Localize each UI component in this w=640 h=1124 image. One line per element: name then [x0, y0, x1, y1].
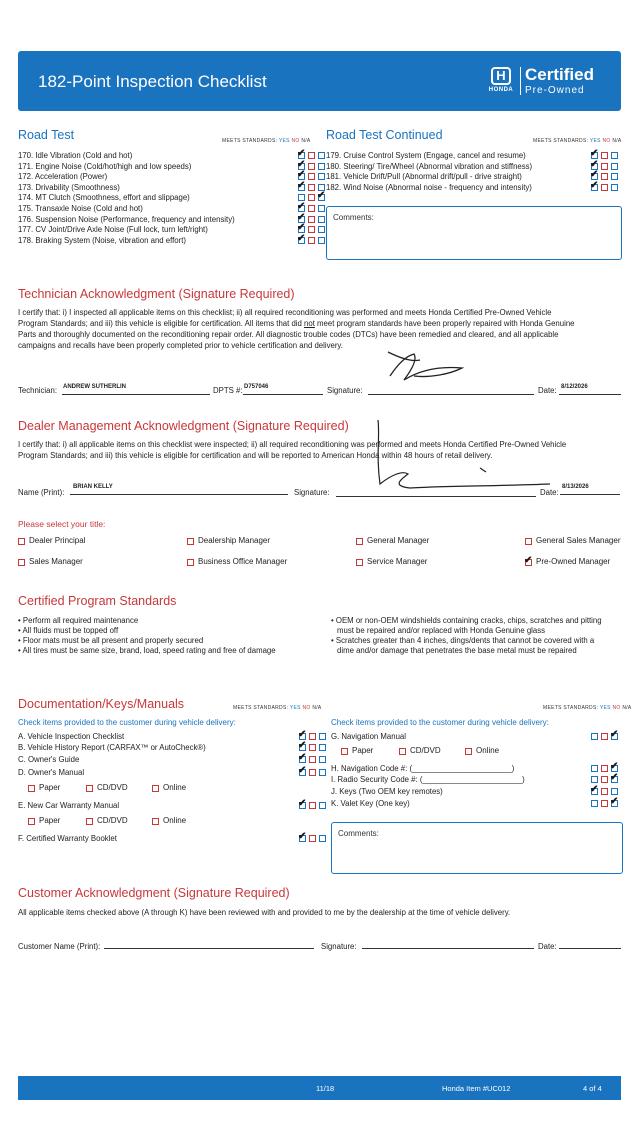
docs-item	[18, 831, 320, 844]
road-test-item-label: 171. Engine Noise (Cold/hot/high and low speeds)	[18, 161, 192, 171]
title-option-label: Sales Manager	[29, 557, 83, 566]
checkbox-na[interactable]	[318, 173, 325, 180]
checkbox-no[interactable]	[308, 194, 315, 201]
checkbox-no[interactable]	[309, 756, 316, 763]
checkbox-no[interactable]	[308, 216, 315, 223]
checkbox-no[interactable]	[601, 733, 608, 740]
media-checkbox[interactable]	[28, 785, 35, 792]
dealer-date-field[interactable]: 8/13/2026	[560, 484, 620, 495]
docs-item-label: D. Owner's Manual	[18, 768, 85, 777]
checkbox-no[interactable]	[308, 152, 315, 159]
checkbox-no[interactable]	[308, 226, 315, 233]
checkbox-na[interactable]	[318, 216, 325, 223]
road-test-item	[18, 158, 320, 172]
checkbox-yes[interactable]	[591, 733, 598, 740]
checkmark-icon: ✔	[610, 796, 619, 807]
media-checkbox[interactable]	[399, 748, 406, 755]
checkmark-icon: ✔	[298, 798, 307, 809]
media-checkbox[interactable]	[152, 818, 159, 825]
docs-item	[18, 765, 320, 778]
checkbox-na[interactable]	[611, 152, 618, 159]
road-test-continued-item	[326, 169, 620, 182]
docs-item	[18, 740, 320, 753]
title-checkbox[interactable]	[187, 559, 194, 566]
media-label: CD/DVD	[97, 783, 128, 792]
title-option-label: Business Office Manager	[198, 557, 288, 566]
road-test-item	[18, 179, 320, 193]
road-test-item	[18, 222, 320, 235]
checkbox-no[interactable]	[309, 835, 316, 842]
checkmark-icon: ✔	[298, 740, 307, 751]
road-test-item-label: 178. Braking System (Noise, vibration and effort)	[18, 235, 187, 245]
select-title-label: Please select your title:	[18, 519, 106, 529]
road-test-item-label: 176. Suspension Noise (Performance, frequency and intensity)	[18, 214, 235, 224]
program-standards-title: Certified Program Standards	[18, 594, 177, 608]
media-checkbox[interactable]	[28, 818, 35, 825]
technician-field[interactable]: ANDREW SUTHERLIN	[62, 384, 210, 395]
road-test-item-label: 175. Transaxle Noise (Cold and hot)	[18, 204, 143, 213]
docs-right-item-label: I. Radio Security Code #: (_______________________)	[331, 775, 525, 784]
page-footer	[18, 1076, 621, 1100]
checkmark-icon: ✔	[317, 190, 326, 202]
checkbox-na[interactable]	[319, 744, 326, 751]
media-label: Online	[163, 783, 187, 792]
dealer-date-label: Date:	[540, 488, 559, 497]
checkbox-na[interactable]	[319, 835, 326, 842]
docs-right-item-label: H. Navigation Code #: (_______________________)	[331, 764, 515, 773]
meets-standards-header-right: MEETS STANDARDS: YES NO N/A	[533, 138, 622, 144]
checkmark-icon: ✔	[297, 158, 306, 170]
honda-certified-logo: H HONDA Certified Pre-Owned	[488, 65, 594, 96]
title-option-label: Pre-Owned Manager	[536, 557, 611, 566]
road-test-item-label: 170. Idle Vibration (Cold and hot)	[18, 151, 133, 160]
checkbox-na[interactable]	[319, 802, 326, 809]
road-test-item	[18, 232, 320, 246]
dealer-signature-label: Signature:	[294, 488, 330, 497]
road-test-item-label: 173. Drivability (Smoothness)	[18, 182, 120, 192]
road-test-item	[18, 211, 320, 225]
footer-item-number: Honda Item #UC012	[442, 1084, 511, 1093]
checkbox-no[interactable]	[601, 776, 608, 783]
title-option-label: Dealer Principal	[29, 536, 86, 545]
meets-standards-header: MEETS STANDARDS: YES NO N/A	[222, 138, 311, 144]
road-test-continued-item-label: 179. Cruise Control System (Engage, cancel and resume)	[326, 151, 526, 160]
media-label: Online	[476, 746, 500, 755]
title-checkbox[interactable]	[18, 538, 25, 545]
checkmark-icon: ✔	[524, 555, 533, 566]
docs-right-item-label: J. Keys (Two OEM key remotes)	[331, 787, 443, 796]
docs-right-item	[331, 784, 621, 797]
media-label: CD/DVD	[97, 816, 128, 825]
checkmark-icon: ✔	[297, 148, 306, 159]
technician-signature-label: Signature:	[327, 386, 363, 395]
checkmark-icon: ✔	[610, 761, 619, 772]
checkbox-na[interactable]	[611, 788, 618, 795]
media-checkbox[interactable]	[86, 818, 93, 825]
checkbox-na[interactable]	[611, 163, 618, 170]
checkmark-icon: ✔	[610, 729, 619, 740]
checkbox-na[interactable]	[318, 205, 325, 212]
technician-date-field[interactable]: 8/12/2026	[559, 384, 621, 395]
road-test-item-label: 174. MT Clutch (Smoothness, effort and slippage)	[18, 193, 190, 203]
checkmark-icon: ✔	[590, 179, 599, 191]
technician-label: Technician:	[18, 386, 58, 395]
technician-ack-title: Technician Acknowledgment (Signature Required)	[18, 287, 295, 301]
checkmark-icon: ✔	[298, 752, 307, 763]
media-checkbox[interactable]	[152, 785, 159, 792]
checkbox-no[interactable]	[309, 733, 316, 740]
media-label: Online	[163, 816, 187, 825]
program-standards-right: • OEM or non-OEM windshields containing cracks, chips, scratches and pitting must be repaired and/or replaced with Honda Genuine glass • Scratches greater than 4 inches, dings/dents that cannot be covered with a dime and/or damage that penetrates the base metal must be repaired	[331, 616, 602, 655]
checkmark-icon: ✔	[297, 211, 306, 223]
docs-item-label: A. Vehicle Inspection Checklist	[18, 732, 125, 741]
customer-ack-text: All applicable items checked above (A through K) have been reviewed with and provided to me by the dealership at the time of vehicle delivery.	[18, 908, 511, 917]
media-checkbox[interactable]	[465, 748, 472, 755]
checkbox-no[interactable]	[309, 744, 316, 751]
dealer-name-field[interactable]: BRIAN KELLY	[70, 484, 288, 495]
docs-item-label: B. Vehicle History Report (CARFAX™ or AutoCheck®)	[18, 743, 206, 752]
title-option-label: General Sales Manager	[536, 536, 621, 545]
checkmark-icon: ✔	[297, 222, 306, 234]
dpts-field[interactable]: D757046	[243, 384, 323, 395]
docs-meets-header-right: MEETS STANDARDS: YES NO N/A	[543, 705, 632, 711]
checkmark-icon: ✔	[590, 784, 599, 795]
customer-date-field[interactable]	[559, 938, 621, 949]
customer-signature-label: Signature:	[321, 942, 357, 951]
road-test-item	[18, 169, 320, 182]
footer-page-number: 4 of 4	[583, 1084, 602, 1093]
checkbox-na[interactable]	[611, 184, 618, 191]
docs-check-note: Check items provided to the customer during vehicle delivery:	[18, 718, 236, 727]
checkbox-no[interactable]	[309, 802, 316, 809]
customer-date-label: Date:	[538, 942, 557, 951]
program-standards-left: • Perform all required maintenance • All fluids must be topped off • Floor mats must be all present and properly secured • All tires must be same size, brand, load, speed rating and free of damage	[18, 616, 276, 655]
road-test-item	[18, 190, 326, 203]
road-test-continued-title: Road Test Continued	[326, 128, 443, 142]
title-checkbox[interactable]	[356, 559, 363, 566]
checkmark-icon: ✔	[590, 148, 599, 159]
checkbox-na[interactable]	[319, 756, 326, 763]
docs-right-item-label: G. Navigation Manual	[331, 732, 406, 741]
checkmark-icon: ✔	[298, 765, 307, 776]
checkbox-na[interactable]	[319, 769, 326, 776]
docs-right-item	[331, 796, 621, 809]
checkbox-na[interactable]	[611, 173, 618, 180]
checkmark-icon: ✔	[590, 169, 599, 181]
road-test-continued-item	[326, 158, 620, 172]
checkmark-icon: ✔	[297, 201, 306, 212]
checkbox-no[interactable]	[601, 765, 608, 772]
docs-right-item-label: K. Valet Key (One key)	[331, 799, 410, 808]
checkmark-icon: ✔	[298, 831, 307, 842]
docs-right-item	[331, 761, 621, 774]
technician-ack-text: I certify that: i) I inspected all applicable items on this checklist; ii) all required reconditioning was performed and meets Honda Certified Pre-Owned Vehicle Program Standards; and iii) this vehicle is eligible for certification. All items that did not meet program standards have been properly repaired with Honda Genuine Parts and thoroughly documented on the reconditioning repair order. All diagnostic trouble codes (DTCs) have been remedied and cleared, and all applicable campaigns and recalls have been properly completed prior to vehicle certification and delivery.	[18, 308, 575, 350]
road-test-continued-item-label: 180. Steering/ Tire/Wheel (Abnormal vibration and stiffness)	[326, 161, 533, 171]
checkmark-icon: ✔	[610, 772, 619, 783]
customer-signature-field[interactable]	[362, 938, 534, 949]
media-label: Paper	[352, 746, 374, 755]
checkbox-yes[interactable]	[591, 800, 598, 807]
technician-signature	[370, 346, 480, 396]
checkbox-no[interactable]	[308, 184, 315, 191]
checkbox-na[interactable]	[318, 163, 325, 170]
road-test-comments-box[interactable]	[326, 206, 622, 260]
docs-right-item	[331, 729, 621, 742]
checkbox-yes[interactable]	[591, 776, 598, 783]
checkbox-no[interactable]	[601, 788, 608, 795]
road-test-title: Road Test	[18, 128, 75, 142]
road-test-continued-item-label: 182. Wind Noise (Abnormal noise - frequency and intensity)	[326, 182, 532, 192]
media-label: Paper	[39, 816, 61, 825]
checkmark-icon: ✔	[298, 729, 307, 740]
title-option-label: General Manager	[367, 536, 430, 545]
page-header	[18, 51, 621, 111]
docs-item	[18, 798, 320, 811]
checkbox-na[interactable]	[318, 152, 325, 159]
road-test-continued-item-label: 181. Vehicle Drift/Pull (Abnormal drift/pull - drive straight)	[326, 172, 522, 182]
checkbox-na[interactable]	[318, 237, 325, 244]
checkbox-yes[interactable]	[591, 765, 598, 772]
title-checkbox[interactable]	[18, 559, 25, 566]
title-checkbox[interactable]	[525, 538, 532, 545]
docs-comments-box[interactable]	[331, 822, 623, 874]
title-option-label: Dealership Manager	[198, 536, 271, 545]
docs-comments-label: Comments:	[338, 829, 379, 838]
title-checkbox[interactable]	[187, 538, 194, 545]
media-label: Paper	[39, 783, 61, 792]
dpts-label: DPTS #:	[213, 386, 243, 395]
docs-item-label: C. Owner's Guide	[18, 755, 80, 764]
docs-meets-header: MEETS STANDARDS: YES NO N/A	[233, 705, 322, 711]
customer-name-label: Customer Name (Print):	[18, 942, 101, 951]
media-checkbox[interactable]	[86, 785, 93, 792]
road-test-item	[18, 201, 320, 214]
comments-label: Comments:	[333, 213, 374, 222]
documentation-title: Documentation/Keys/Manuals	[18, 697, 185, 711]
checkmark-icon: ✔	[297, 169, 306, 181]
checkbox-na[interactable]	[318, 226, 325, 233]
docs-check-note-right: Check items provided to the customer during vehicle delivery:	[331, 718, 549, 727]
checkbox-no[interactable]	[601, 163, 608, 170]
checkbox-no[interactable]	[601, 152, 608, 159]
docs-right-item	[331, 772, 621, 785]
road-test-continued-item	[326, 179, 620, 193]
checkbox-no[interactable]	[308, 237, 315, 244]
media-label: CD/DVD	[410, 746, 441, 755]
customer-name-field[interactable]	[104, 938, 314, 949]
footer-date: 11/18	[316, 1084, 335, 1093]
title-checkbox[interactable]	[356, 538, 363, 545]
docs-item-label: F. Certified Warranty Booklet	[18, 834, 117, 843]
checkbox-no[interactable]	[601, 184, 608, 191]
docs-item	[18, 752, 320, 765]
dealer-name-label: Name (Print):	[18, 488, 65, 497]
road-test-item-label: 172. Acceleration (Power)	[18, 172, 108, 182]
title-option-label: Service Manager	[367, 557, 428, 566]
checkbox-no[interactable]	[601, 800, 608, 807]
docs-item	[18, 729, 320, 742]
checkbox-na[interactable]	[319, 733, 326, 740]
checkbox-no[interactable]	[309, 769, 316, 776]
road-test-continued-item	[326, 148, 620, 161]
checkbox-no[interactable]	[308, 163, 315, 170]
checkmark-icon: ✔	[590, 158, 599, 170]
road-test-item	[18, 148, 320, 161]
media-checkbox[interactable]	[341, 748, 348, 755]
dealer-signature	[350, 416, 570, 506]
customer-ack-title: Customer Acknowledgment (Signature Required)	[18, 886, 290, 900]
checkbox-no[interactable]	[308, 205, 315, 212]
checkmark-icon: ✔	[297, 179, 306, 191]
checkmark-icon: ✔	[297, 232, 306, 244]
docs-item-label: E. New Car Warranty Manual	[18, 801, 120, 810]
checkbox-no[interactable]	[308, 173, 315, 180]
dealer-ack-title: Dealer Management Acknowledgment (Signature Required)	[18, 419, 349, 433]
checkbox-no[interactable]	[601, 173, 608, 180]
page-title: 182-Point Inspection Checklist	[38, 72, 267, 91]
dealer-ack-text: I certify that: i) all applicable items on this checklist were inspected; ii) all required reconditioning was performed and meets Honda Certified Pre-Owned Vehicle Program Standards; and iii) this vehicle is eligible for certification and will be reported to American Honda within 48 hours of retail delivery.	[18, 440, 567, 460]
road-test-item-label: 177. CV Joint/Drive Axle Noise (Full lock, turn left/right)	[18, 225, 208, 235]
technician-date-label: Date:	[538, 386, 557, 395]
